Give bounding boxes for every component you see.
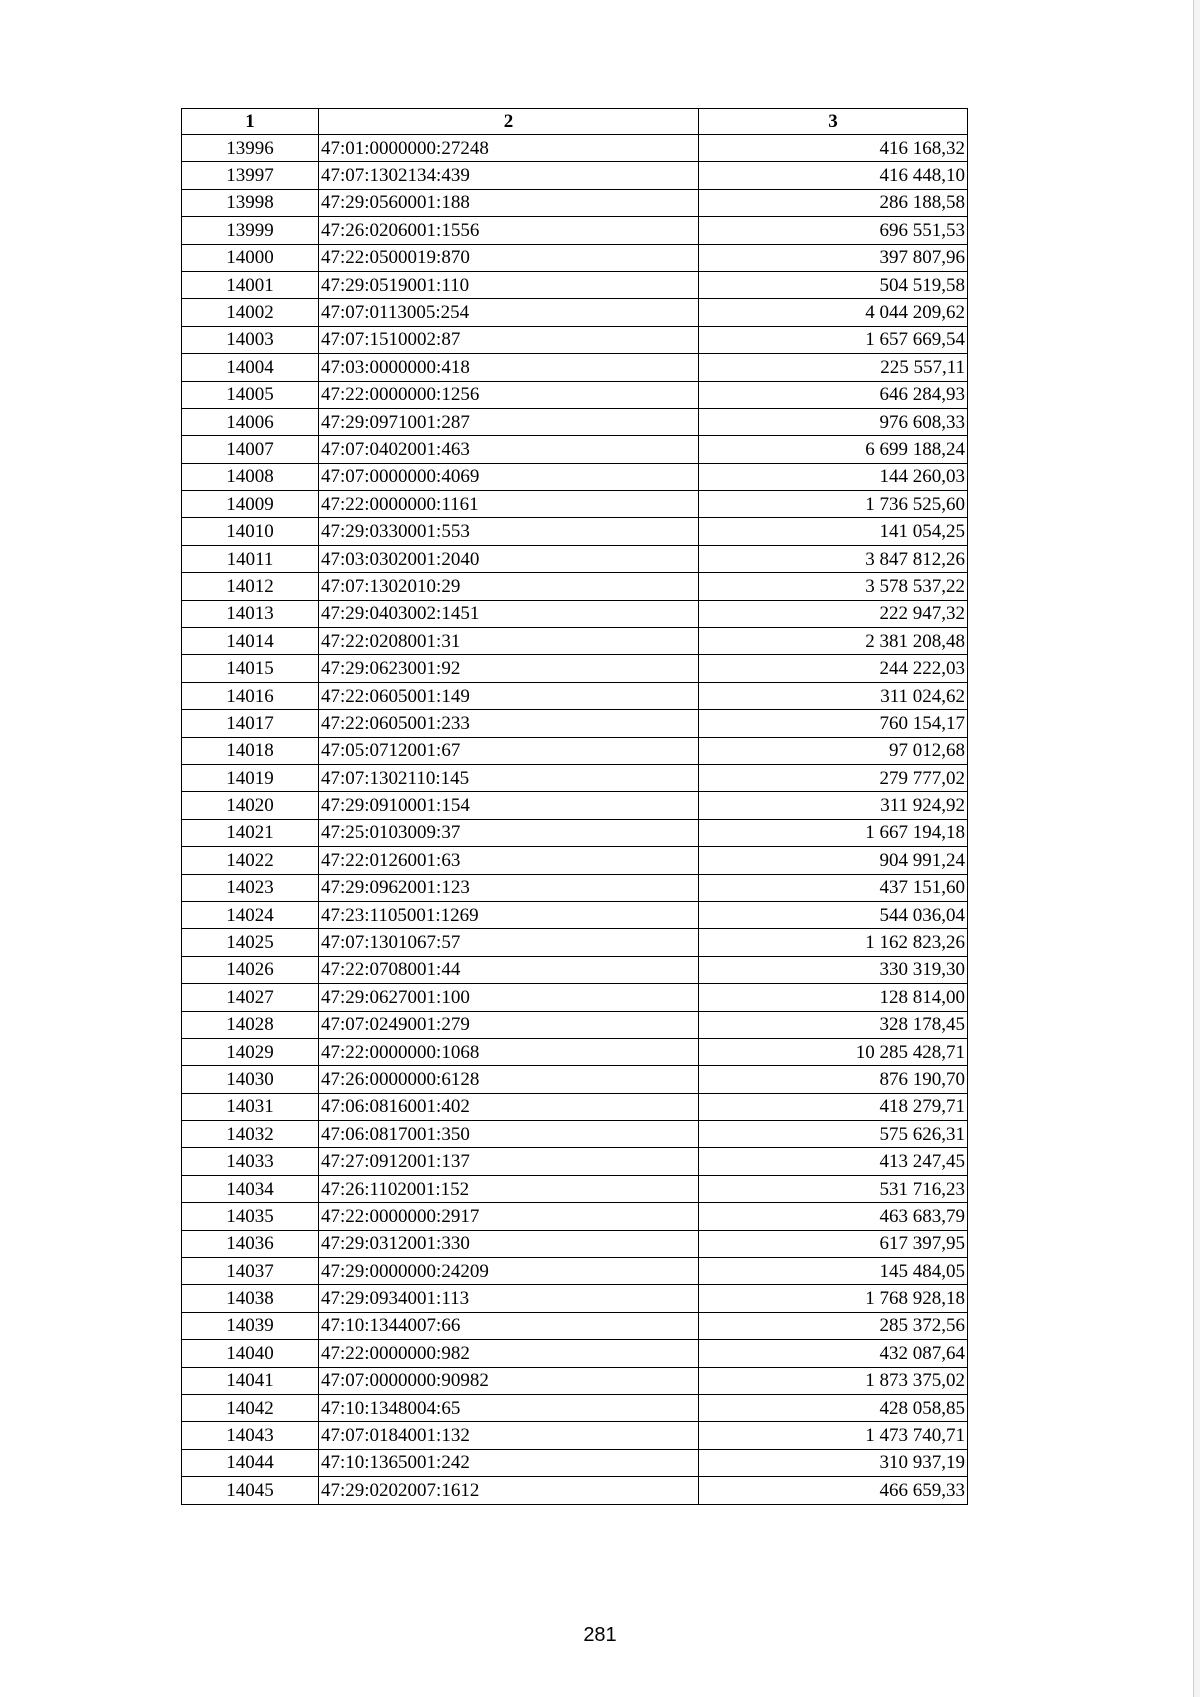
page-edge	[1193, 0, 1200, 1697]
row-number-cell: 14016	[182, 682, 319, 709]
row-number-cell: 14037	[182, 1258, 319, 1285]
value-cell: 285 372,56	[699, 1312, 968, 1339]
table-row	[182, 600, 968, 627]
cadastral-number-cell: 47:22:0605001:149	[319, 682, 699, 709]
table-row	[182, 956, 968, 983]
cadastral-number-cell: 47:29:0519001:110	[319, 271, 699, 298]
table-row	[182, 1340, 968, 1367]
cadastral-number-cell: 47:22:0605001:233	[319, 710, 699, 737]
value-cell: 413 247,45	[699, 1148, 968, 1175]
cadastral-number-cell: 47:07:1301067:57	[319, 929, 699, 956]
value-cell: 244 222,03	[699, 655, 968, 682]
table-row	[182, 792, 968, 819]
row-number-cell: 14019	[182, 764, 319, 791]
table-row	[182, 847, 968, 874]
row-number-cell: 13997	[182, 162, 319, 189]
table-row	[182, 299, 968, 326]
cadastral-number-cell: 47:25:0103009:37	[319, 819, 699, 846]
header-col-1: 1	[182, 109, 319, 135]
cadastral-number-cell: 47:29:0312001:330	[319, 1230, 699, 1257]
row-number-cell: 14026	[182, 956, 319, 983]
cadastral-number-cell: 47:10:1344007:66	[319, 1312, 699, 1339]
table-row	[182, 901, 968, 928]
row-number-cell: 14042	[182, 1394, 319, 1421]
value-cell: 2 381 208,48	[699, 628, 968, 655]
cadastral-number-cell: 47:07:1302134:439	[319, 162, 699, 189]
row-number-cell: 14015	[182, 655, 319, 682]
table-row	[182, 162, 968, 189]
row-number-cell: 14030	[182, 1066, 319, 1093]
cadastral-number-cell: 47:07:0000000:90982	[319, 1367, 699, 1394]
value-cell: 428 058,85	[699, 1394, 968, 1421]
table-row	[182, 354, 968, 381]
value-cell: 463 683,79	[699, 1203, 968, 1230]
cadastral-number-cell: 47:27:0912001:137	[319, 1148, 699, 1175]
cadastral-number-cell: 47:22:0126001:63	[319, 847, 699, 874]
table-row	[182, 929, 968, 956]
cadastral-number-cell: 47:10:1365001:242	[319, 1449, 699, 1476]
value-cell: 3 578 537,22	[699, 573, 968, 600]
row-number-cell: 14039	[182, 1312, 319, 1339]
row-number-cell: 14036	[182, 1230, 319, 1257]
value-cell: 1 736 525,60	[699, 491, 968, 518]
value-cell: 876 190,70	[699, 1066, 968, 1093]
table-row	[182, 217, 968, 244]
table-row	[182, 710, 968, 737]
cadastral-number-cell: 47:05:0712001:67	[319, 737, 699, 764]
value-cell: 141 054,25	[699, 518, 968, 545]
cadastral-number-cell: 47:29:0202007:1612	[319, 1477, 699, 1504]
value-cell: 1 657 669,54	[699, 326, 968, 353]
table-row	[182, 1258, 968, 1285]
cadastral-number-cell: 47:07:1510002:87	[319, 326, 699, 353]
row-number-cell: 14032	[182, 1121, 319, 1148]
value-cell: 4 044 209,62	[699, 299, 968, 326]
value-cell: 531 716,23	[699, 1175, 968, 1202]
row-number-cell: 14034	[182, 1175, 319, 1202]
row-number-cell: 13998	[182, 189, 319, 216]
cadastral-number-cell: 47:03:0302001:2040	[319, 545, 699, 572]
row-number-cell: 14023	[182, 874, 319, 901]
cadastral-number-cell: 47:29:0000000:24209	[319, 1258, 699, 1285]
value-cell: 222 947,32	[699, 600, 968, 627]
header-col-3: 3	[699, 109, 968, 135]
row-number-cell: 14006	[182, 408, 319, 435]
row-number-cell: 14045	[182, 1477, 319, 1504]
table-row	[182, 491, 968, 518]
cadastral-number-cell: 47:22:0708001:44	[319, 956, 699, 983]
cadastral-number-cell: 47:22:0000000:1256	[319, 381, 699, 408]
cadastral-number-cell: 47:22:0000000:982	[319, 1340, 699, 1367]
table-row	[182, 381, 968, 408]
cadastral-number-cell: 47:07:1302010:29	[319, 573, 699, 600]
value-cell: 286 188,58	[699, 189, 968, 216]
value-cell: 976 608,33	[699, 408, 968, 435]
value-cell: 279 777,02	[699, 764, 968, 791]
header-row	[182, 109, 968, 135]
table-row	[182, 271, 968, 298]
row-number-cell: 14012	[182, 573, 319, 600]
value-cell: 128 814,00	[699, 984, 968, 1011]
row-number-cell: 14009	[182, 491, 319, 518]
cadastral-number-cell: 47:06:0816001:402	[319, 1093, 699, 1120]
table-row	[182, 1285, 968, 1312]
table-row	[182, 545, 968, 572]
row-number-cell: 14024	[182, 901, 319, 928]
value-cell: 225 557,11	[699, 354, 968, 381]
table-row	[182, 1203, 968, 1230]
cadastral-number-cell: 47:06:0817001:350	[319, 1121, 699, 1148]
table-row	[182, 874, 968, 901]
page-number: 281	[583, 1624, 617, 1646]
value-cell: 904 991,24	[699, 847, 968, 874]
table-row	[182, 244, 968, 271]
cadastral-number-cell: 47:07:0113005:254	[319, 299, 699, 326]
value-cell: 144 260,03	[699, 463, 968, 490]
row-number-cell: 14040	[182, 1340, 319, 1367]
cadastral-number-cell: 47:29:0971001:287	[319, 408, 699, 435]
cadastral-number-cell: 47:22:0208001:31	[319, 628, 699, 655]
row-number-cell: 14018	[182, 737, 319, 764]
value-cell: 6 699 188,24	[699, 436, 968, 463]
value-cell: 311 024,62	[699, 682, 968, 709]
table-row	[182, 984, 968, 1011]
table-row	[182, 1175, 968, 1202]
value-cell: 696 551,53	[699, 217, 968, 244]
cadastral-number-cell: 47:29:0962001:123	[319, 874, 699, 901]
value-cell: 328 178,45	[699, 1011, 968, 1038]
row-number-cell: 14017	[182, 710, 319, 737]
table-row	[182, 1449, 968, 1476]
row-number-cell: 14007	[182, 436, 319, 463]
row-number-cell: 14028	[182, 1011, 319, 1038]
value-cell: 544 036,04	[699, 901, 968, 928]
table-row	[182, 1038, 968, 1065]
table-row	[182, 1367, 968, 1394]
value-cell: 416 448,10	[699, 162, 968, 189]
value-cell: 310 937,19	[699, 1449, 968, 1476]
table-header	[182, 109, 968, 135]
table-row	[182, 737, 968, 764]
table-row	[182, 1148, 968, 1175]
table-row	[182, 819, 968, 846]
cadastral-number-cell: 47:07:0184001:132	[319, 1422, 699, 1449]
value-cell: 1 162 823,26	[699, 929, 968, 956]
row-number-cell: 14011	[182, 545, 319, 572]
table-row	[182, 1312, 968, 1339]
value-cell: 1 873 375,02	[699, 1367, 968, 1394]
row-number-cell: 14008	[182, 463, 319, 490]
cadastral-number-cell: 47:01:0000000:27248	[319, 135, 699, 162]
cadastral-number-cell: 47:07:0000000:4069	[319, 463, 699, 490]
cadastral-number-cell: 47:29:0560001:188	[319, 189, 699, 216]
table-row	[182, 1066, 968, 1093]
table-row	[182, 135, 968, 162]
value-cell: 575 626,31	[699, 1121, 968, 1148]
cadastral-number-cell: 47:22:0000000:1161	[319, 491, 699, 518]
row-number-cell: 14035	[182, 1203, 319, 1230]
value-cell: 760 154,17	[699, 710, 968, 737]
value-cell: 145 484,05	[699, 1258, 968, 1285]
table-row	[182, 1121, 968, 1148]
row-number-cell: 14031	[182, 1093, 319, 1120]
table-row	[182, 1422, 968, 1449]
value-cell: 418 279,71	[699, 1093, 968, 1120]
row-number-cell: 14044	[182, 1449, 319, 1476]
table-row	[182, 463, 968, 490]
table-row	[182, 189, 968, 216]
cadastral-number-cell: 47:29:0403002:1451	[319, 600, 699, 627]
cadastral-number-cell: 47:07:0402001:463	[319, 436, 699, 463]
table-row	[182, 1230, 968, 1257]
row-number-cell: 13996	[182, 135, 319, 162]
row-number-cell: 14001	[182, 271, 319, 298]
table-row	[182, 1477, 968, 1504]
row-number-cell: 14027	[182, 984, 319, 1011]
value-cell: 10 285 428,71	[699, 1038, 968, 1065]
cadastral-number-cell: 47:22:0500019:870	[319, 244, 699, 271]
row-number-cell: 14020	[182, 792, 319, 819]
value-cell: 1 473 740,71	[699, 1422, 968, 1449]
value-cell: 646 284,93	[699, 381, 968, 408]
table-row	[182, 518, 968, 545]
cadastral-number-cell: 47:22:0000000:1068	[319, 1038, 699, 1065]
row-number-cell: 14014	[182, 628, 319, 655]
value-cell: 330 319,30	[699, 956, 968, 983]
table-row	[182, 1394, 968, 1421]
row-number-cell: 14025	[182, 929, 319, 956]
cadastral-number-cell: 47:26:0000000:6128	[319, 1066, 699, 1093]
row-number-cell: 14004	[182, 354, 319, 381]
cadastral-number-cell: 47:03:0000000:418	[319, 354, 699, 381]
value-cell: 3 847 812,26	[699, 545, 968, 572]
table-row	[182, 1093, 968, 1120]
row-number-cell: 14013	[182, 600, 319, 627]
row-number-cell: 14033	[182, 1148, 319, 1175]
row-number-cell: 14029	[182, 1038, 319, 1065]
row-number-cell: 14000	[182, 244, 319, 271]
cadastral-number-cell: 47:10:1348004:65	[319, 1394, 699, 1421]
row-number-cell: 14002	[182, 299, 319, 326]
value-cell: 416 168,32	[699, 135, 968, 162]
row-number-cell: 14021	[182, 819, 319, 846]
value-cell: 466 659,33	[699, 1477, 968, 1504]
value-cell: 432 087,64	[699, 1340, 968, 1367]
table-row	[182, 628, 968, 655]
row-number-cell: 14038	[182, 1285, 319, 1312]
row-number-cell: 14022	[182, 847, 319, 874]
header-col-2: 2	[319, 109, 699, 135]
table-row	[182, 408, 968, 435]
table-row	[182, 1011, 968, 1038]
row-number-cell: 14003	[182, 326, 319, 353]
value-cell: 617 397,95	[699, 1230, 968, 1257]
table-row	[182, 326, 968, 353]
cadastral-number-cell: 47:07:1302110:145	[319, 764, 699, 791]
cadastral-number-cell: 47:29:0910001:154	[319, 792, 699, 819]
value-cell: 437 151,60	[699, 874, 968, 901]
value-cell: 1 768 928,18	[699, 1285, 968, 1312]
value-cell: 504 519,58	[699, 271, 968, 298]
table-row	[182, 436, 968, 463]
table-row	[182, 573, 968, 600]
value-cell: 1 667 194,18	[699, 819, 968, 846]
row-number-cell: 14043	[182, 1422, 319, 1449]
row-number-cell: 14005	[182, 381, 319, 408]
cadastral-number-cell: 47:29:0623001:92	[319, 655, 699, 682]
cadastral-number-cell: 47:26:1102001:152	[319, 1175, 699, 1202]
cadastral-number-cell: 47:29:0330001:553	[319, 518, 699, 545]
table-body	[182, 135, 968, 1505]
value-cell: 397 807,96	[699, 244, 968, 271]
cadastral-number-cell: 47:23:1105001:1269	[319, 901, 699, 928]
row-number-cell: 14041	[182, 1367, 319, 1394]
cadastral-number-cell: 47:29:0627001:100	[319, 984, 699, 1011]
value-cell: 311 924,92	[699, 792, 968, 819]
row-number-cell: 13999	[182, 217, 319, 244]
cadastral-number-cell: 47:26:0206001:1556	[319, 217, 699, 244]
row-number-cell: 14010	[182, 518, 319, 545]
cadastral-number-cell: 47:29:0934001:113	[319, 1285, 699, 1312]
cadastral-number-cell: 47:07:0249001:279	[319, 1011, 699, 1038]
cadastral-number-cell: 47:22:0000000:2917	[319, 1203, 699, 1230]
data-table	[181, 108, 968, 1505]
table-row	[182, 764, 968, 791]
table-row	[182, 655, 968, 682]
value-cell: 97 012,68	[699, 737, 968, 764]
table-row	[182, 682, 968, 709]
